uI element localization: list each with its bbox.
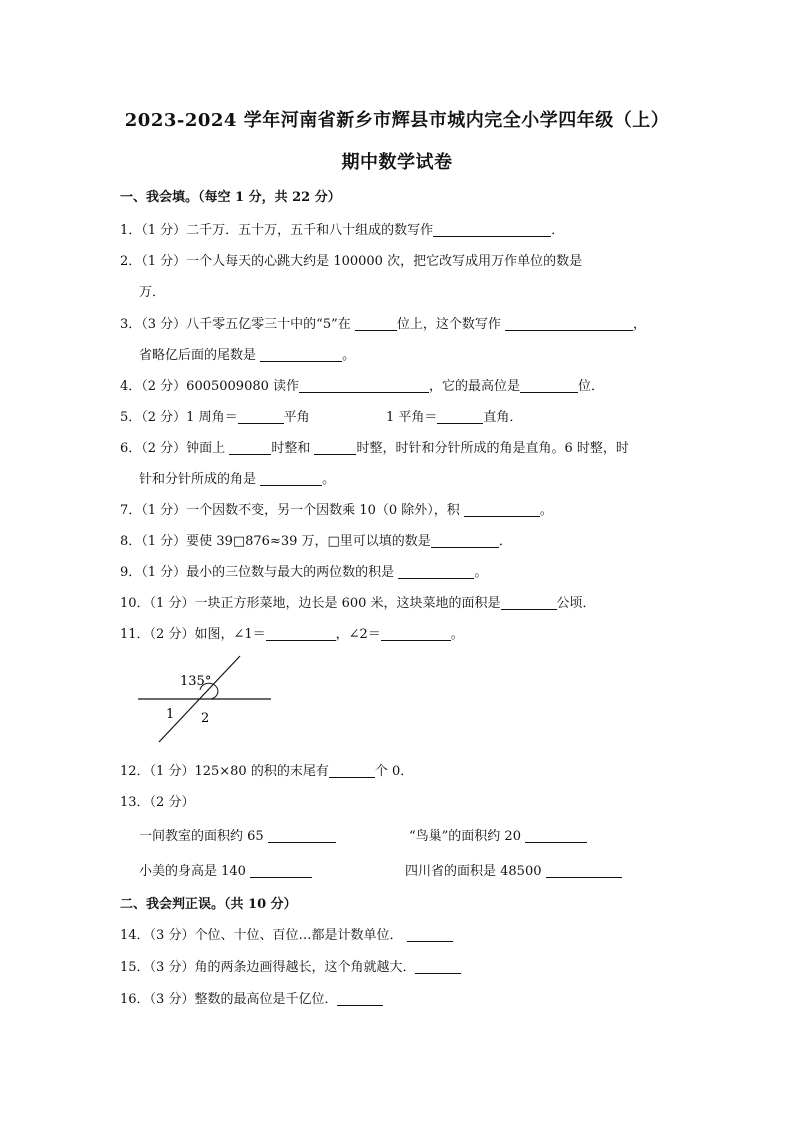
answer-blank[interactable] (229, 440, 271, 455)
answer-blank[interactable] (329, 763, 375, 778)
answer-blank[interactable] (520, 378, 578, 393)
question-number: 1． (120, 223, 142, 238)
question-12: 12．（1 分）125×80 的积的末尾有 个 0． (120, 764, 414, 779)
question-number: 9． (120, 565, 142, 580)
section-1-heading: 一、我会填。（每空 1 分，共 22 分） (120, 190, 341, 205)
answer-blank[interactable] (431, 533, 499, 548)
answer-blank[interactable] (250, 863, 312, 878)
question-1: 1．（1 分）二千万．五十万，五千和八十组成的数写作 ． (120, 223, 565, 238)
answer-blank[interactable] (398, 564, 474, 579)
question-16: 16．（3 分）整数的最高位是千亿位． (120, 988, 383, 1007)
question-5: 5．（2 分）1 周角＝ 平角 (120, 410, 310, 425)
question-10: 10．（1 分）一块正方形菜地，边长是 600 米，这块菜地的面积是 公顷． (120, 596, 596, 611)
question-number: 10． (120, 596, 150, 611)
answer-blank[interactable] (260, 347, 342, 362)
question-13-item-4: 四川省的面积是 48500 (405, 860, 622, 879)
answer-blank[interactable] (355, 316, 397, 331)
question-number: 2． (120, 254, 142, 269)
question-number: 11． (120, 627, 150, 642)
answer-blank[interactable] (299, 378, 429, 393)
exam-title-line2: 期中数学试卷 (341, 152, 453, 173)
answer-blank[interactable] (464, 502, 540, 517)
question-4: 4．（2 分）6005009080 读作 ，它的最高位是 位． (120, 379, 605, 394)
question-13-item-2: “鸟巢”的面积约 20 (409, 825, 587, 844)
answer-blank[interactable] (266, 626, 336, 641)
answer-blank[interactable] (337, 991, 383, 1006)
question-number: 7． (120, 503, 142, 518)
answer-blank[interactable] (314, 440, 356, 455)
angle-label-2: 2 (201, 711, 210, 726)
question-3-continuation: 省略亿后面的尾数是 。 (139, 348, 356, 363)
question-number: 6． (120, 441, 142, 456)
question-8: 8．（1 分）要使 39□876≈39 万，□里可以填的数是 ． (120, 534, 512, 549)
answer-blank[interactable] (238, 409, 284, 424)
answer-blank[interactable] (433, 222, 551, 237)
answer-blank[interactable] (268, 828, 336, 843)
angle-label-135: 135° (180, 674, 212, 689)
exam-title-line1: 2023-2024 学年河南省新乡市辉县市城内完全小学四年级（上） (124, 110, 670, 131)
question-9: 9．（1 分）最小的三位数与最大的两位数的积是 。 (120, 565, 488, 580)
question-13-item-3: 小美的身高是 140 (139, 860, 312, 879)
answer-blank[interactable] (381, 626, 451, 641)
question-13: 13．（2 分） (120, 795, 195, 810)
question-13-item-1: 一间教室的面积约 65 (139, 825, 336, 844)
answer-blank[interactable] (437, 409, 483, 424)
question-3: 3．（3 分）八千零五亿零三十中的“5”在 位上，这个数写作 ， (120, 317, 647, 332)
question-number: 3． (120, 317, 142, 332)
question-number: 14． (120, 928, 150, 943)
question-number: 13． (120, 795, 150, 810)
question-text: （1 分）二千万．五十万，五千和八十组成的数写作 (141, 223, 434, 238)
question-6: 6．（2 分）钟面上 时整和 时整，时针和分针所成的角是直角。6 时整，时 (120, 441, 629, 456)
answer-blank[interactable] (260, 471, 322, 486)
question-number: 5． (120, 410, 142, 425)
question-11: 11．（2 分）如图，∠1＝ ，∠2＝ 。 (120, 627, 464, 642)
question-6-continuation: 针和分针所成的角是 。 (139, 472, 336, 487)
question-14: 14．（3 分）个位、十位、百位…都是计数单位． (120, 924, 453, 943)
answer-blank[interactable] (501, 595, 557, 610)
answer-blank[interactable] (546, 863, 622, 878)
answer-blank[interactable] (407, 927, 453, 942)
question-number: 15． (120, 960, 150, 975)
question-7: 7．（1 分）一个因数不变，另一个因数乘 10（0 除外），积 。 (120, 503, 553, 518)
question-number: 16． (120, 992, 150, 1007)
section-2-heading: 二、我会判正误。（共 10 分） (120, 897, 297, 912)
question-number: 12． (120, 764, 150, 779)
answer-blank[interactable] (505, 316, 633, 331)
question-text: （1 分）一个人每天的心跳大约是 100000 次，把它改写成用万作单位的数是 (141, 254, 583, 269)
question-15: 15．（3 分）角的两条边画得越长，这个角就越大． (120, 956, 461, 975)
question-5-part-2: 1 平角＝ 直角． (386, 410, 523, 425)
question-2-continuation: 万． (139, 285, 166, 300)
answer-blank[interactable] (415, 959, 461, 974)
angle-figure (130, 650, 280, 746)
question-number: 4． (120, 379, 142, 394)
answer-blank[interactable] (525, 828, 587, 843)
question-2 (120, 250, 582, 269)
angle-label-1: 1 (166, 707, 175, 722)
question-number: 8． (120, 534, 142, 549)
